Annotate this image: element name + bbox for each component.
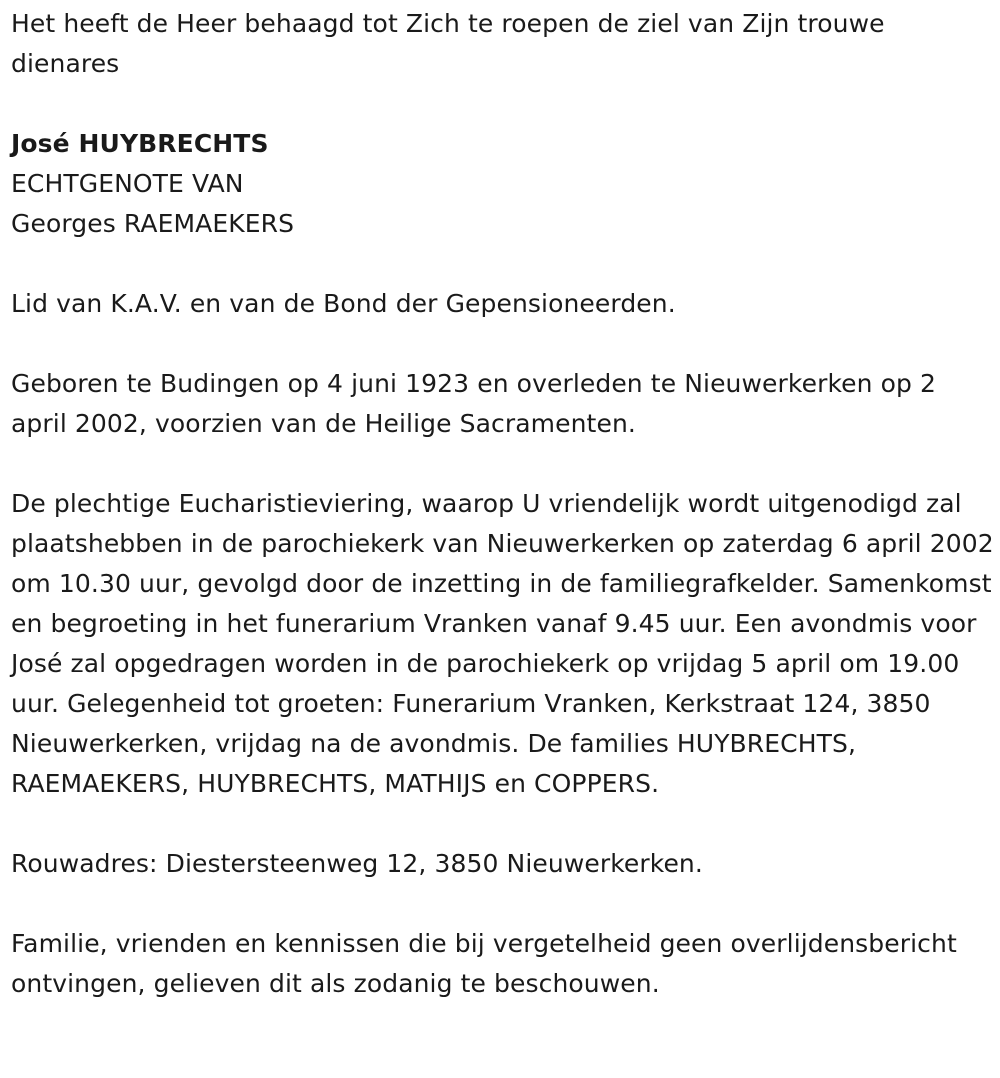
spacer — [11, 84, 996, 124]
death-notice — [11, 4, 996, 1004]
intro-text: Het heeft de Heer behaagd tot Zich te roepen de ziel van Zijn trouwe dienares — [11, 9, 885, 78]
spacer — [11, 244, 996, 284]
membership-text: Lid van K.A.V. en van de Bond der Gepensioneerden. — [11, 289, 676, 318]
ceremony-text: De plechtige Eucharistieviering, waarop U vriendelijk wordt uitgenodigd zal plaatshebben in de parochiekerk van Nieuwerkerken op zaterdag 6 april 2002 om 10.30 uur, gevolgd door de inzetting in de familiegrafkelder. Samenkomst en begroeting in het funerarium Vranken vanaf 9.45 uur. Een avondmis voor José zal opgedragen worden in de parochiekerk op vrijdag 5 april om 19.00 uur. Gelegenheid tot groeten: Funerarium Vranken, Kerkstraat 124, 3850 Nieuwerkerken, vrijdag na de avondmis. De families HUYBRECHTS, RAEMAEKERS, HUYBRECHTS, MATHIJS en COPPERS. — [11, 489, 994, 798]
deceased-name: José HUYBRECHTS — [11, 129, 269, 158]
closing-text: Familie, vrienden en kennissen die bij vergetelheid geen overlijdensbericht ontvingen, gelieven dit als zodanig te beschouwen. — [11, 929, 957, 998]
spacer — [11, 804, 996, 844]
mourning-address: Rouwadres: Diestersteenweg 12, 3850 Nieuwerkerken. — [11, 849, 703, 878]
spouse-name: Georges RAEMAEKERS — [11, 209, 295, 238]
relation-text: ECHTGENOTE VAN — [11, 169, 244, 198]
spacer — [11, 444, 996, 484]
birth-death-text: Geboren te Budingen op 4 juni 1923 en overleden te Nieuwerkerken op 2 april 2002, voorzien van de Heilige Sacramenten. — [11, 369, 937, 438]
spacer — [11, 324, 996, 364]
spacer — [11, 884, 996, 924]
